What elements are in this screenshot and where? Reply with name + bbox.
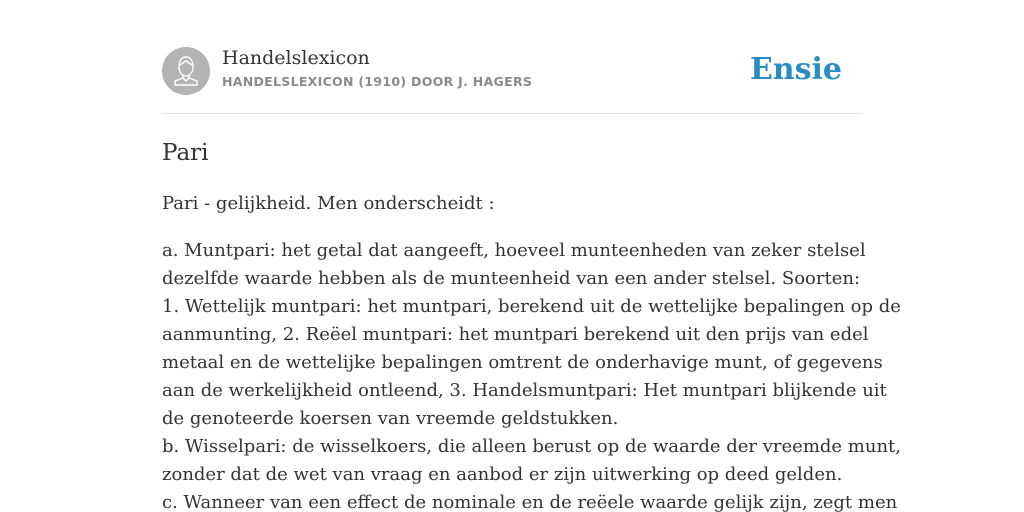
avatar[interactable]	[162, 47, 210, 95]
entry-line: aan de werkelijkheid ontleend, 3. Handelsmuntpari: Het muntpari blijkende uit	[162, 380, 887, 401]
entry-line: metaal en de wettelijke bepalingen omtrent de onderhavige munt, of gegevens	[162, 352, 883, 373]
header-divider	[162, 113, 862, 114]
source-header	[162, 46, 862, 96]
entry-title: Pari	[162, 140, 209, 166]
entry-line: dezelfde waarde hebben als de munteenheid van een ander stelsel. Soorten:	[162, 268, 861, 289]
entry-line: de genoteerde koersen van vreemde geldstukken.	[162, 408, 619, 429]
entry-line: a. Muntpari: het getal dat aangeeft, hoeveel munteenheden van zeker stelsel	[162, 240, 866, 261]
entry-intro: Pari - gelijkheid. Men onderscheidt :	[162, 193, 495, 214]
entry-line: zonder dat de wet van vraag en aanbod er zijn uitwerking op deed gelden.	[162, 464, 843, 485]
entry-line: b. Wisselpari: de wisselkoers, die alleen berust op de waarde der vreemde munt,	[162, 436, 902, 457]
source-subtitle[interactable]: HANDELSLEXICON (1910) DOOR J. HAGERS	[222, 74, 533, 89]
entry-content	[162, 190, 902, 512]
source-title[interactable]: Handelslexicon	[222, 47, 370, 69]
entry-body	[162, 237, 902, 512]
entry-line: c. Wanneer van een effect de nominale en de reëele waarde gelijk zijn, zegt men	[162, 492, 898, 512]
entry-line: aanmunting, 2. Reëel muntpari: het muntpari berekend uit den prijs van edel	[162, 324, 869, 345]
user-icon	[162, 47, 210, 95]
entry-line: 1. Wettelijk muntpari: het muntpari, berekend uit de wettelijke bepalingen op de	[162, 296, 901, 317]
brand-logo[interactable]: Ensie	[749, 52, 842, 87]
